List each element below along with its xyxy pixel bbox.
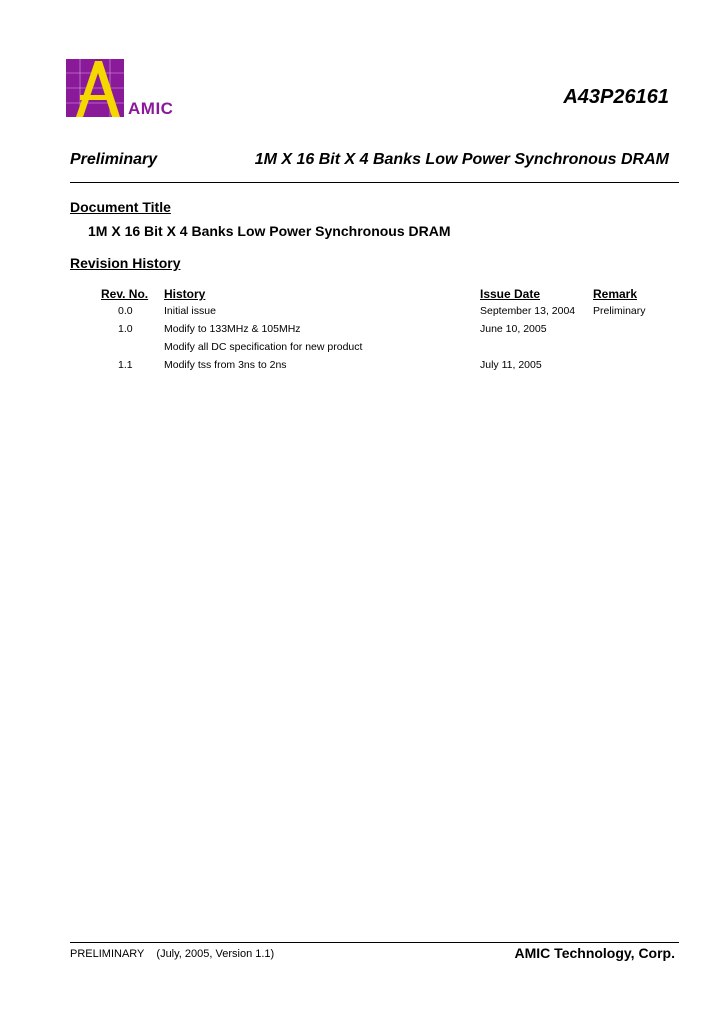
part-number: A43P26161 bbox=[563, 86, 669, 108]
document-title-value: 1M X 16 Bit X 4 Banks Low Power Synchronous DRAM bbox=[88, 223, 451, 239]
amic-logo-icon bbox=[66, 59, 124, 117]
col-header-rev: Rev. No. bbox=[101, 287, 149, 301]
row-rev: 0.0 bbox=[118, 305, 133, 317]
status-label: Preliminary bbox=[70, 151, 158, 168]
row-rev: 1.1 bbox=[118, 359, 133, 371]
document-title-heading: Document Title bbox=[70, 199, 171, 215]
footer-company: AMIC Technology, Corp. bbox=[514, 945, 675, 961]
col-header-date: Issue Date bbox=[480, 287, 541, 301]
col-header-history: History bbox=[164, 287, 206, 301]
revision-history-heading: Revision History bbox=[70, 255, 181, 271]
footer-version: PRELIMINARY (July, 2005, Version 1.1) bbox=[70, 948, 275, 960]
col-header-remark: Remark bbox=[593, 287, 638, 301]
row-rev: 1.0 bbox=[118, 323, 133, 335]
logo-text: AMIC bbox=[128, 99, 174, 118]
row-date: June 10, 2005 bbox=[480, 323, 547, 335]
row-history: Modify to 133MHz & 105MHz bbox=[164, 323, 301, 335]
row-date: July 11, 2005 bbox=[480, 359, 542, 371]
row-history: Modify tss from 3ns to 2ns bbox=[164, 359, 287, 371]
footer-divider bbox=[70, 942, 679, 943]
product-title: 1M X 16 Bit X 4 Banks Low Power Synchronous DRAM bbox=[254, 151, 669, 168]
header-divider bbox=[70, 182, 679, 183]
row-history: Initial issue bbox=[164, 305, 216, 317]
row-date: September 13, 2004 bbox=[480, 305, 576, 317]
row-remark: Preliminary bbox=[593, 305, 646, 317]
row-history: Modify all DC specification for new product bbox=[164, 341, 363, 353]
amic-logo bbox=[66, 59, 124, 117]
